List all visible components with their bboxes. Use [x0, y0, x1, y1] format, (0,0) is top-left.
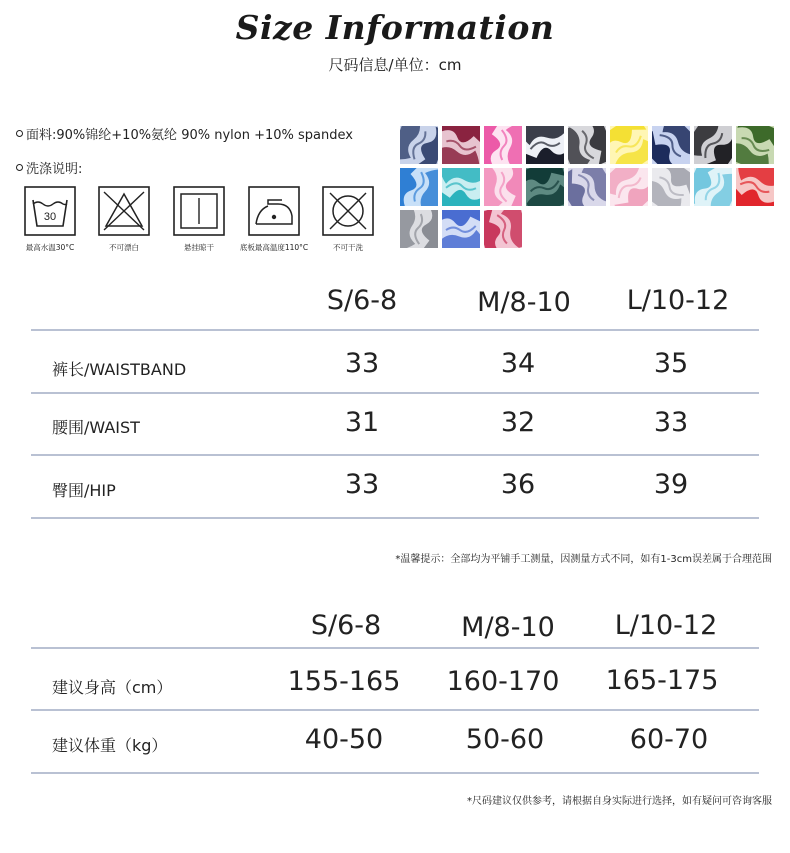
care-caption: 不可干洗: [333, 243, 363, 252]
table-cell: 32: [500, 407, 536, 438]
no-bleach-icon: [98, 186, 150, 236]
table-cell: 33: [344, 348, 380, 379]
color-swatch[interactable]: [400, 168, 438, 206]
care-caption: 底板最高温度110°C: [239, 243, 309, 252]
size-advice-note: *尺码建议仅供参考，请根据自身实际进行选择，如有疑问可咨询客服: [467, 796, 772, 807]
iron-110-icon: [248, 186, 300, 236]
bullet-icon: [16, 130, 23, 137]
color-swatch[interactable]: [568, 168, 606, 206]
color-swatch[interactable]: [526, 168, 564, 206]
color-swatch[interactable]: [400, 210, 438, 248]
table-cell: 33: [344, 469, 380, 500]
table-cell: 34: [500, 348, 536, 379]
table-divider: [31, 517, 759, 519]
table-cell: 35: [653, 348, 689, 379]
table-cell: 40-50: [304, 724, 384, 755]
row-label-hip: 臀围/HIP: [52, 481, 116, 500]
color-swatch[interactable]: [400, 126, 438, 164]
wash-label: 洗涤说明:: [26, 162, 83, 177]
table-cell: 155-165: [287, 666, 401, 697]
table-divider: [31, 329, 759, 331]
table-cell: 50-60: [465, 724, 545, 755]
color-swatch[interactable]: [442, 126, 480, 164]
row-label-waistband: 裤长/WAISTBAND: [52, 360, 187, 379]
color-swatch[interactable]: [484, 126, 522, 164]
page-subtitle: 尺码信息/单位：cm: [328, 56, 462, 74]
fabric-info: [16, 124, 353, 143]
page-title: Size Information: [235, 8, 555, 47]
fit-header-m: M/8-10: [461, 612, 555, 643]
size-header-m: M/8-10: [477, 287, 571, 318]
wash-info: [16, 158, 82, 177]
color-swatch[interactable]: [484, 210, 522, 248]
row-label-weight: 建议体重（kg）: [52, 736, 168, 755]
color-swatch[interactable]: [652, 126, 690, 164]
table-divider: [31, 454, 759, 456]
care-caption: 最高水温30°C: [25, 243, 75, 252]
fit-header-s: S/6-8: [310, 610, 382, 641]
color-swatch[interactable]: [610, 168, 648, 206]
row-label-height: 建议身高（cm）: [52, 678, 173, 697]
color-swatch[interactable]: [736, 126, 774, 164]
table-divider: [31, 392, 759, 394]
table-divider: [31, 647, 759, 649]
care-caption: 悬挂晾干: [184, 243, 214, 252]
color-swatch[interactable]: [694, 168, 732, 206]
fabric-text: 面料:90%锦纶+10%氨纶 90% nylon +10% spandex: [26, 128, 353, 143]
no-dry-clean-icon: [322, 186, 374, 236]
table-cell: 39: [653, 469, 689, 500]
table-cell: 31: [344, 407, 380, 438]
size-header-l: L/10-12: [626, 285, 730, 316]
row-label-waist: 腰围/WAIST: [52, 418, 140, 437]
color-swatch[interactable]: [442, 210, 480, 248]
color-swatch[interactable]: [568, 126, 606, 164]
table-cell: 60-70: [629, 724, 709, 755]
color-swatch[interactable]: [736, 168, 774, 206]
color-swatch[interactable]: [442, 168, 480, 206]
table-cell: 160-170: [446, 666, 560, 697]
table-divider: [31, 772, 759, 774]
table-divider: [31, 709, 759, 711]
size-header-s: S/6-8: [326, 285, 398, 316]
color-swatch[interactable]: [610, 126, 648, 164]
measurement-note: *温馨提示：全部均为平铺手工测量，因测量方式不同，如有1-3cm误差属于合理范围: [395, 554, 772, 565]
fit-header-l: L/10-12: [614, 610, 718, 641]
hang-dry-icon: [173, 186, 225, 236]
color-swatch[interactable]: [694, 126, 732, 164]
color-swatch[interactable]: [526, 126, 564, 164]
table-cell: 36: [500, 469, 536, 500]
wash-temp: 30: [43, 211, 57, 223]
color-swatch[interactable]: [652, 168, 690, 206]
care-caption: 不可漂白: [109, 243, 139, 252]
bullet-icon: [16, 164, 23, 171]
color-swatch[interactable]: [484, 168, 522, 206]
table-cell: 33: [653, 407, 689, 438]
wash-30-icon: [24, 186, 76, 236]
table-cell: 165-175: [605, 665, 719, 696]
